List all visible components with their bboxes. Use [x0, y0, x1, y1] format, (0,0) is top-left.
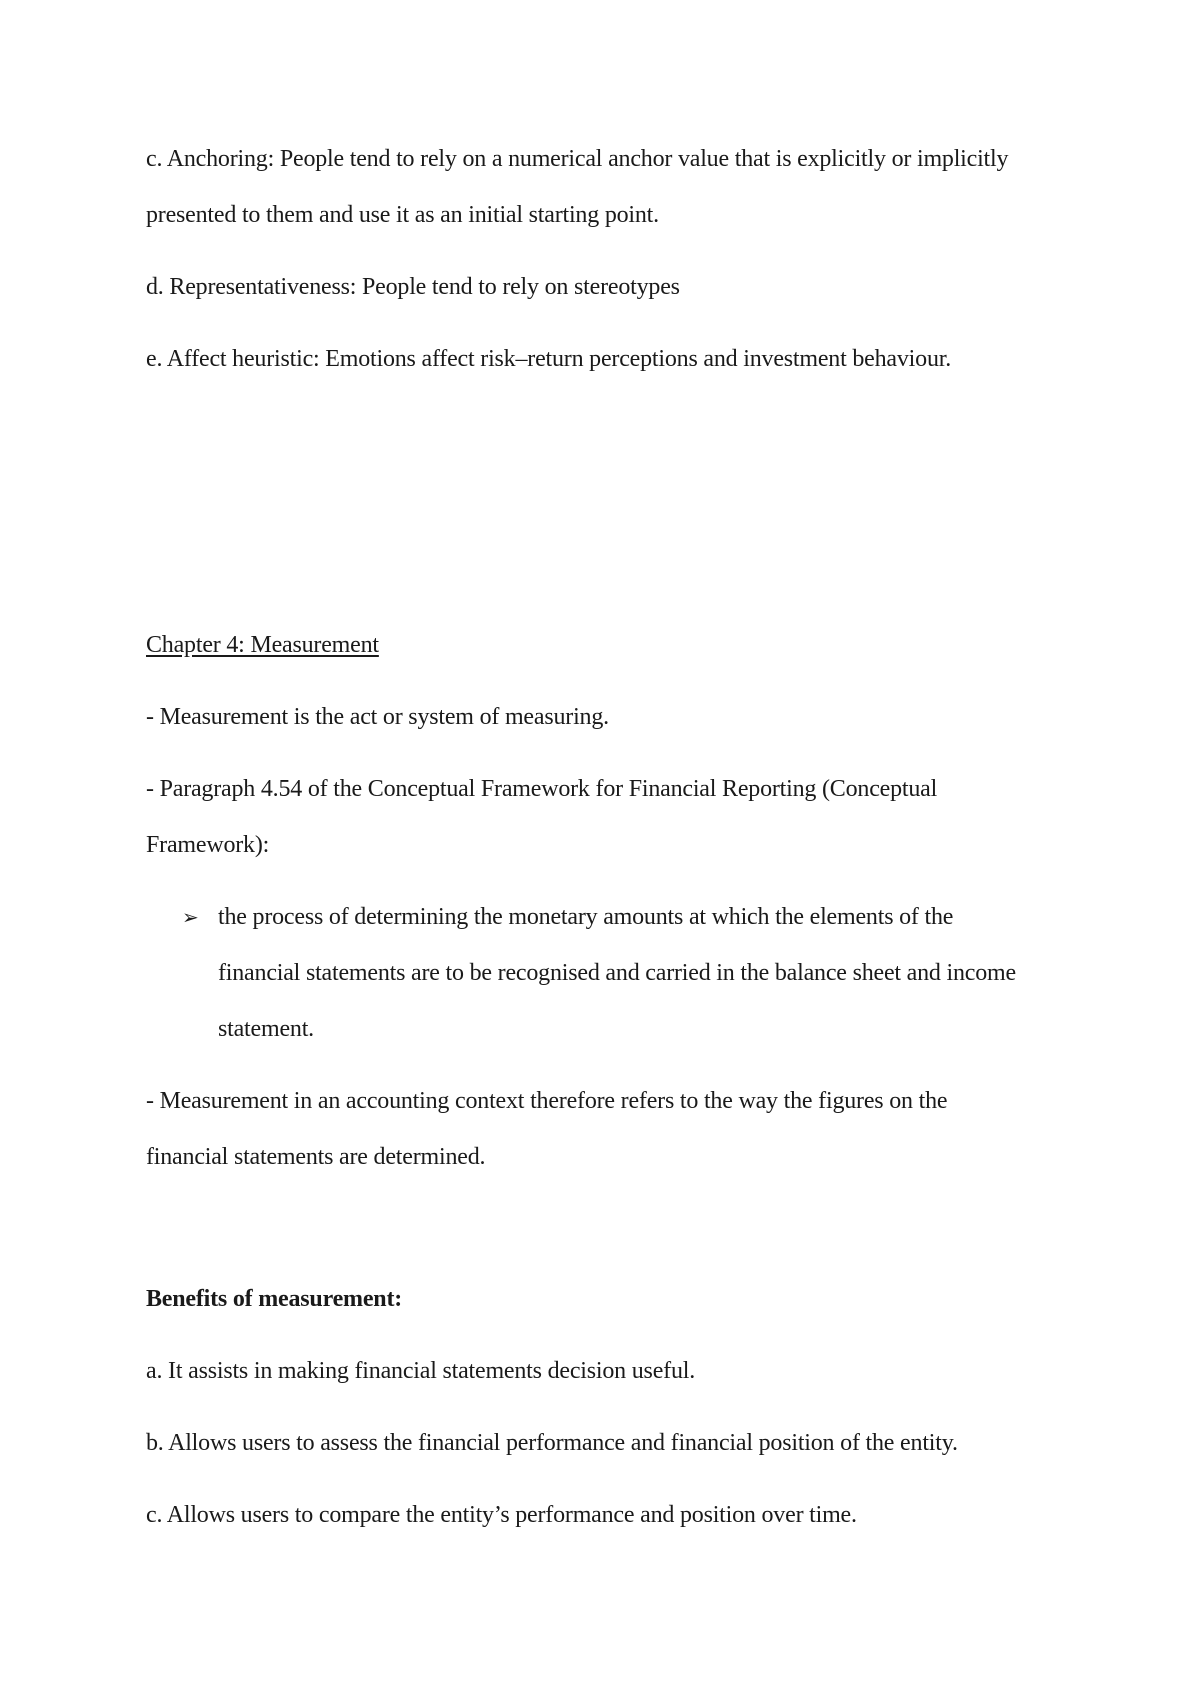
- chapter-title: Chapter 4: Measurement: [146, 632, 379, 658]
- bullet-line-2: financial statements are to be recognised and carried in the balance sheet and income: [218, 960, 1016, 986]
- benefits-heading: Benefits of measurement:: [146, 1286, 403, 1312]
- heuristic-c-line-2: presented to them and use it as an initial starting point.: [146, 202, 659, 228]
- bullet-line-3: statement.: [218, 1016, 314, 1042]
- measurement-definition: - Measurement is the act or system of measuring.: [146, 704, 609, 730]
- benefit-c: c. Allows users to compare the entity’s performance and position over time.: [146, 1502, 857, 1528]
- bullet-line-1: the process of determining the monetary amounts at which the elements of the: [218, 904, 954, 930]
- accounting-context-line-1: - Measurement in an accounting context therefore refers to the way the figures on the: [146, 1088, 948, 1114]
- heuristic-d: d. Representativeness: People tend to rely on stereotypes: [146, 274, 680, 300]
- accounting-context-line-2: financial statements are determined.: [146, 1144, 486, 1170]
- paragraph-reference-line-2: Framework):: [146, 832, 270, 858]
- heuristic-c-line-1: c. Anchoring: People tend to rely on a numerical anchor value that is explicitly or implicitly: [146, 146, 1009, 172]
- heuristic-e: e. Affect heuristic: Emotions affect risk–return perceptions and investment behaviour.: [146, 346, 952, 372]
- arrow-bullet-icon: ➢: [182, 905, 199, 929]
- benefit-a: a. It assists in making financial statements decision useful.: [146, 1358, 696, 1384]
- paragraph-reference-line-1: - Paragraph 4.54 of the Conceptual Framework for Financial Reporting (Conceptual: [146, 776, 938, 802]
- benefit-b: b. Allows users to assess the financial performance and financial position of the entity.: [146, 1430, 958, 1456]
